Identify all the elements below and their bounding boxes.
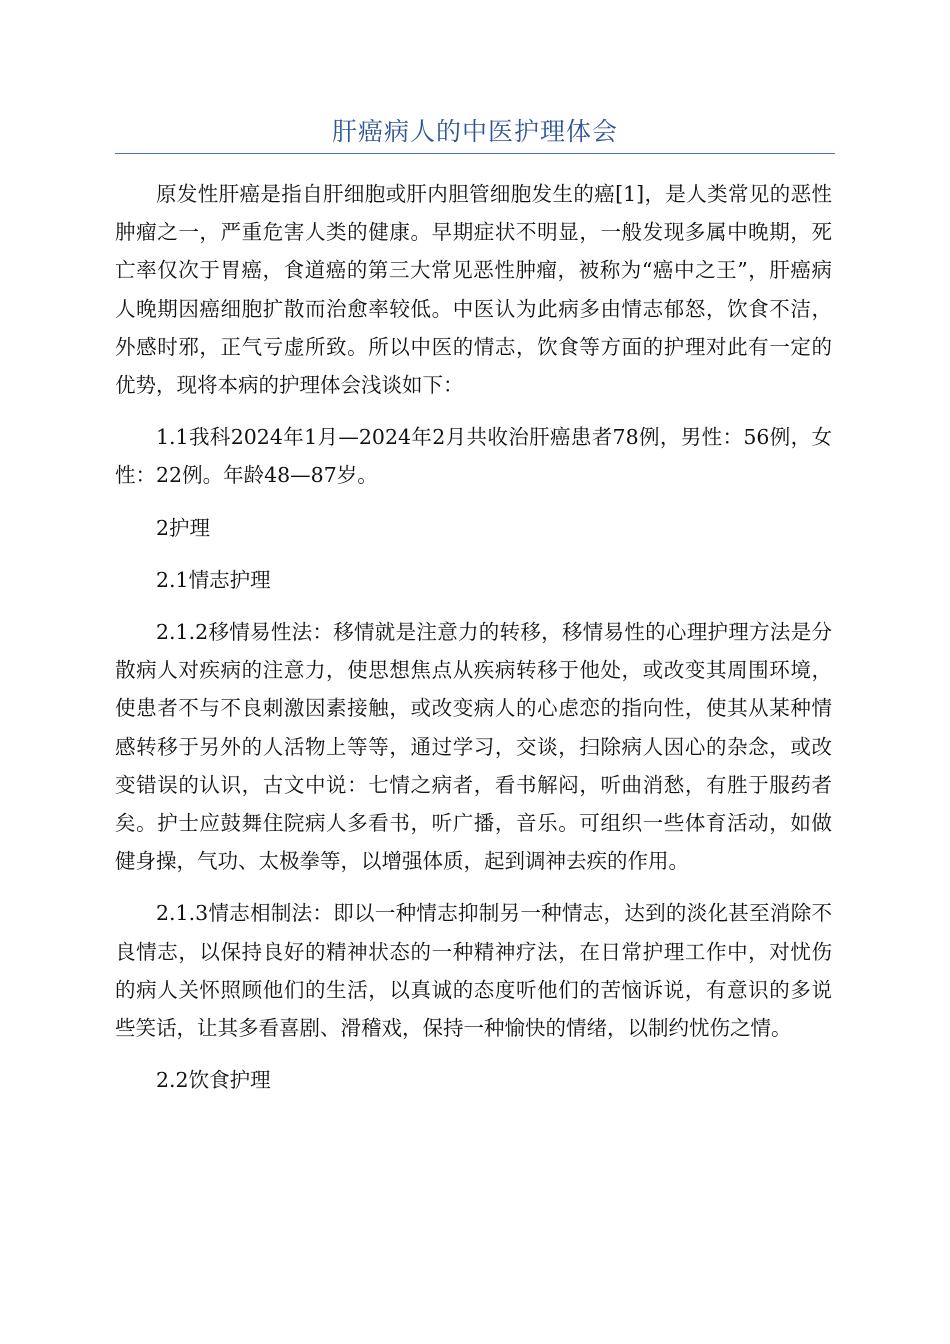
document-body <box>115 175 832 1113</box>
heading-diet-nursing: 2.2饮食护理 <box>156 1068 271 1093</box>
paragraph-intro: 原发性肝癌是指自肝细胞或肝内胆管细胞发生的癌[1]，是人类常见的恶性肿瘤之一，严重危害人类的健康。早期症状不明显，一般发现多属中晚期，死亡率仅次于胃癌，食道癌的第三大常见恶性肿瘤，被称为“癌中之王”，肝癌病人晚期因癌细胞扩散而治愈率较低。中医认为此病多由情志郁怒，饮食不洁，外感时邪，正气亏虚所致。所以中医的情志，饮食等方面的护理对此有一定的优势，现将本病的护理体会浅谈如下： <box>115 182 832 398</box>
paragraph-case-info: 1.1我科2024年1月—2024年2月共收治肝癌患者78例，男性：56例，女性：22例。年龄48—87岁。 <box>115 425 832 488</box>
paragraph-emotion-restraint-method: 2.1.3情志相制法：即以一种情志抑制另一种情志，达到的淡化甚至消除不良情志，以保持良好的精神状态的一种精神疗法，在日常护理工作中，对忧伤的病人关怀照顾他们的生活，以真诚的态度听他们的苦恼诉说，有意识的多说些笑话，让其多看喜剧、滑稽戏，保持一种愉快的情绪，以制约忧伤之情。 <box>115 901 832 1041</box>
heading-nursing: 2护理 <box>156 515 211 540</box>
paragraph-diversion-method: 2.1.2移情易性法：移情就是注意力的转移，移情易性的心理护理方法是分散病人对疾病的注意力，使思想焦点从疾病转移于他处，或改变其周围环境，使患者不与不良刺激因素接触，或改变病人的心虑恋的指向性，使其从某种情感转移于另外的人活物上等等，通过学习，交谈，扫除病人因心的杂念，或改变错误的认识，古文中说：七情之病者，看书解闷，听曲消愁，有胜于服药者矣。护士应鼓舞住院病人多看书，听广播，音乐。可组织一些体育活动，如做健身操，气功、太极拳等，以增强体质，起到调神去疾的作用。 <box>115 620 832 874</box>
title-underline <box>115 153 835 154</box>
document-title: 肝癌病人的中医护理体会 <box>331 117 618 146</box>
heading-emotional-nursing: 2.1情志护理 <box>156 567 271 592</box>
